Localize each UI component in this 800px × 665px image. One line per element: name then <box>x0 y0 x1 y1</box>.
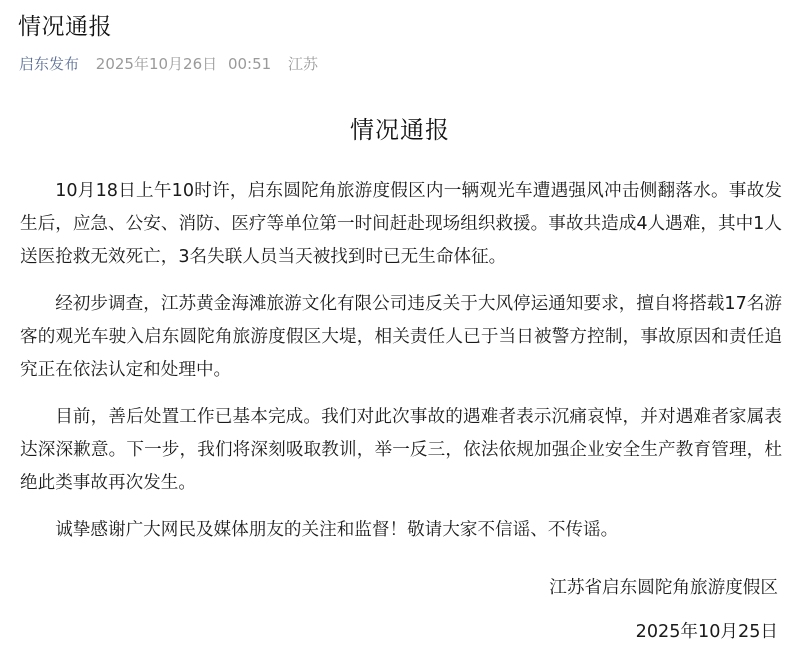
publish-location: 江苏 <box>287 55 318 73</box>
paragraph-investigation: 经初步调查，江苏黄金海滩旅游文化有限公司违反关于大风停运通知要求，擅自将搭载17名游客的观光车驶入启东圆陀角旅游度假区大堤，相关责任人已于当日被警方控制，事故原因和责任追究正在依法认定和处理中。 <box>20 294 782 380</box>
paragraph-aftermath: 目前，善后处置工作已基本完成。我们对此次事故的遇难者表示沉痛哀悼，并对遇难者家属表达深深歉意。下一步，我们将深刻吸取教训，举一反三，依法依规加强企业安全生产教育管理，杜绝此类事故再次发生。 <box>20 407 782 493</box>
issue-date: 2025年10月25日 <box>635 622 778 642</box>
notice-heading: 情况通报 <box>350 116 450 144</box>
article-title: 情况通报 <box>18 14 112 40</box>
publish-date: 2025年10月26日 <box>95 55 218 73</box>
notice-signoff <box>549 566 778 654</box>
publish-time: 00:51 <box>227 55 272 73</box>
issuer-name: 江苏省启东圆陀角旅游度假区 <box>549 578 778 598</box>
paragraph-incident: 10月18日上午10时许，启东圆陀角旅游度假区内一辆观光车遭遇强风冲击侧翻落水。事故发生后，应急、公安、消防、医疗等单位第一时间赶赴现场组织救援。事故共造成4人遇难，其中1人送医抢救无效死亡，3名失联人员当天被找到时已无生命体征。 <box>20 181 782 267</box>
paragraph-thanks: 诚挚感谢广大网民及媒体朋友的关注和监督！敬请大家不信谣、不传谣。 <box>55 520 619 540</box>
notice-body <box>20 175 782 561</box>
account-name-link[interactable]: 启东发布 <box>19 55 80 73</box>
article-meta <box>19 53 318 74</box>
